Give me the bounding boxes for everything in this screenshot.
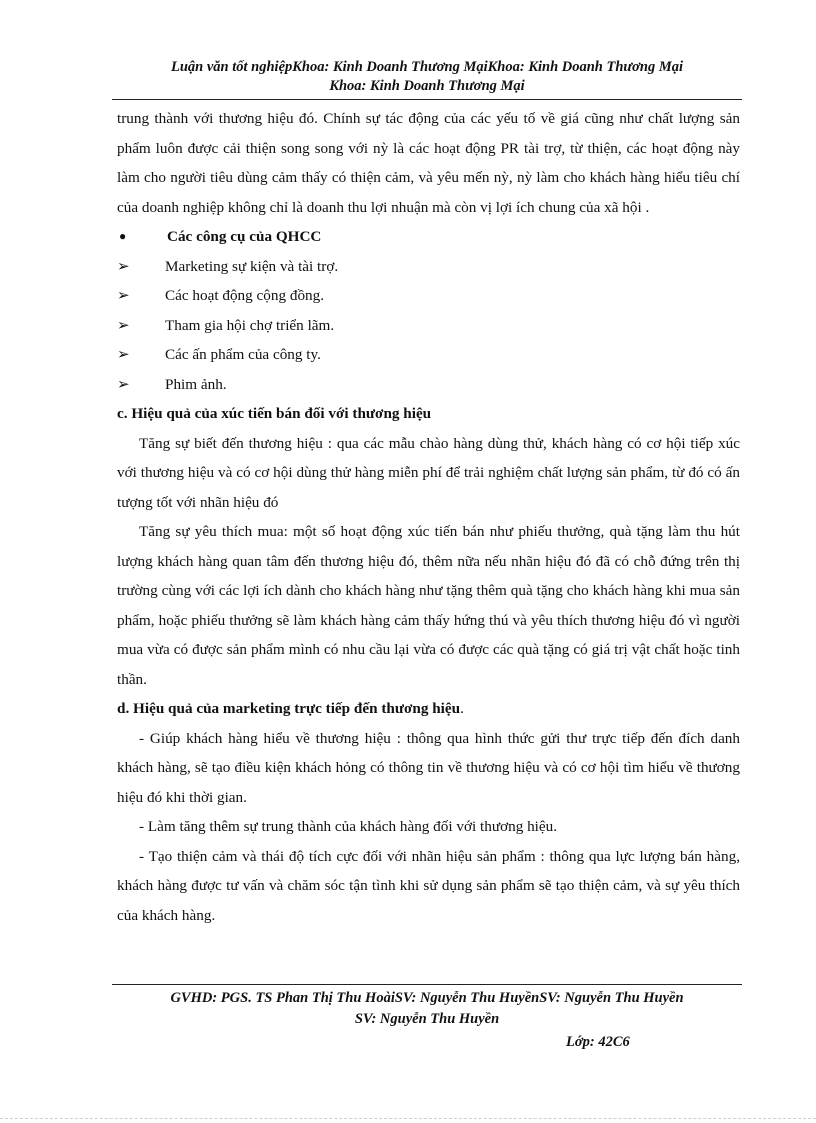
list-item-text: Marketing sự kiện và tài trợ. — [165, 257, 339, 275]
arrow-bullet-icon: ➢ — [117, 257, 130, 275]
list-item-text: Các hoạt động cộng đồng. — [165, 287, 325, 304]
header-divider — [112, 99, 742, 100]
arrow-bullet-icon: ➢ — [117, 346, 130, 363]
page-footer — [112, 988, 742, 1030]
footer-line-1: GVHD: PGS. TS Phan Thị Thu HoàiSV: Nguyễn Thu HuyềnSV: Nguyễn Thu Huyền — [170, 990, 684, 1006]
list-item — [117, 281, 740, 311]
tools-heading-item — [117, 222, 740, 252]
list-item-text: Phim ảnh. — [165, 375, 227, 393]
section-d-heading: d. Hiệu quả của marketing trực tiếp đến thương hiệu — [117, 700, 461, 717]
section-d-heading-line — [117, 694, 740, 724]
list-item — [117, 370, 740, 400]
section-c-heading: c. Hiệu quả của xúc tiến bán đối với thương hiệu — [117, 405, 432, 422]
tools-heading: Các công cụ của QHCC — [167, 228, 322, 245]
header-line-1: Luận văn tốt nghiệpKhoa: Kinh Doanh Thương MạiKhoa: Kinh Doanh Thương Mại — [171, 59, 683, 75]
intro-paragraph: trung thành với thương hiệu đó. Chính sự tác động của các yếu tố về giá cũng như chất lượng sản phẩm luôn được cải thiện song song với nỳ là các hoạt động PR tài trợ, từ thiện, các hoạt động này làm cho người tiêu dùng cảm thấy có thiện cảm, và yêu mến nỳ, nỳ làm cho khách hàng hiểu tiêu chí của doanh nghiệp không chỉ là doanh thu lợi nhuận mà còn vị lợi ích chung của xã hội . — [117, 110, 740, 216]
section-d-paragraph-2: - Làm tăng thêm sự trung thành của khách hàng đối với thương hiệu. — [139, 818, 558, 835]
footer-divider — [112, 984, 742, 985]
page-bottom-divider — [0, 1118, 816, 1119]
section-d-paragraph-3: - Tạo thiện cảm và thái độ tích cực đối với nhãn hiệu sản phẩm : thông qua lực lượng bán hàng, khách hàng được tư vấn và chăm sóc tận tình khi sử dụng sản phẩm sẽ tạo thiện cảm, và sự yêu thích của khách hàng. — [117, 847, 740, 924]
page-header — [112, 58, 742, 96]
section-d-heading-suffix: . — [460, 700, 464, 717]
class-label: Lớp: 42C6 — [566, 1034, 630, 1050]
section-c-paragraph-1: Tăng sự biết đến thương hiệu : qua các mẫu chào hàng dùng thử, khách hàng có cơ hội tiếp xúc với thương hiệu và có cơ hội dùng thử hàng miễn phí để trải nghiệm chất lượng sản phẩm, từ đó có ấn tượng tốt với nhãn hiệu đó — [117, 434, 740, 511]
footer-line-2: SV: Nguyễn Thu Huyền — [354, 1011, 500, 1027]
header-line-2: Khoa: Kinh Doanh Thương Mại — [329, 78, 525, 94]
arrow-bullet-icon: ➢ — [117, 375, 130, 393]
arrow-bullet-icon: ➢ — [117, 287, 130, 304]
section-d-paragraph-1: - Giúp khách hàng hiểu về thương hiệu : thông qua hình thức gửi thư trực tiếp đến đích danh khách hàng, sẽ tạo điều kiện khách hỏng có thông tin về thương hiệu và có cơ hội tìm hiểu về thương hiệu đó khi thời gian. — [117, 729, 740, 806]
arrow-bullet-icon: ➢ — [117, 316, 130, 334]
list-item — [117, 252, 740, 282]
list-item — [117, 340, 740, 370]
list-item-text: Tham gia hội chợ triển lãm. — [165, 316, 335, 334]
bullet-dot-icon: ● — [119, 229, 127, 243]
list-item-text: Các ấn phẩm của công ty. — [165, 346, 321, 363]
list-item — [117, 311, 740, 341]
section-c-paragraph-2: Tăng sự yêu thích mua: một số hoạt động xúc tiến bán như phiếu thưởng, quà tặng làm thu hút lượng khách hàng quan tâm đến thương hiệu đó, thêm nữa nếu nhãn hiệu đó đã có chỗ đứng trên thị trường cùng với các lợi ích dành cho khách hàng như tặng thêm quà tặng cho khách hàng khi mua sản phẩm, hoặc phiếu thưởng sẽ làm khách hàng cảm thấy hứng thú và yêu thích thương hiệu đó vì người mua vừa có được sản phẩm mình có nhu cầu lại vừa có được các quà tặng có giá trị vật chất hoặc tinh thần. — [117, 523, 740, 688]
document-body — [117, 104, 740, 930]
